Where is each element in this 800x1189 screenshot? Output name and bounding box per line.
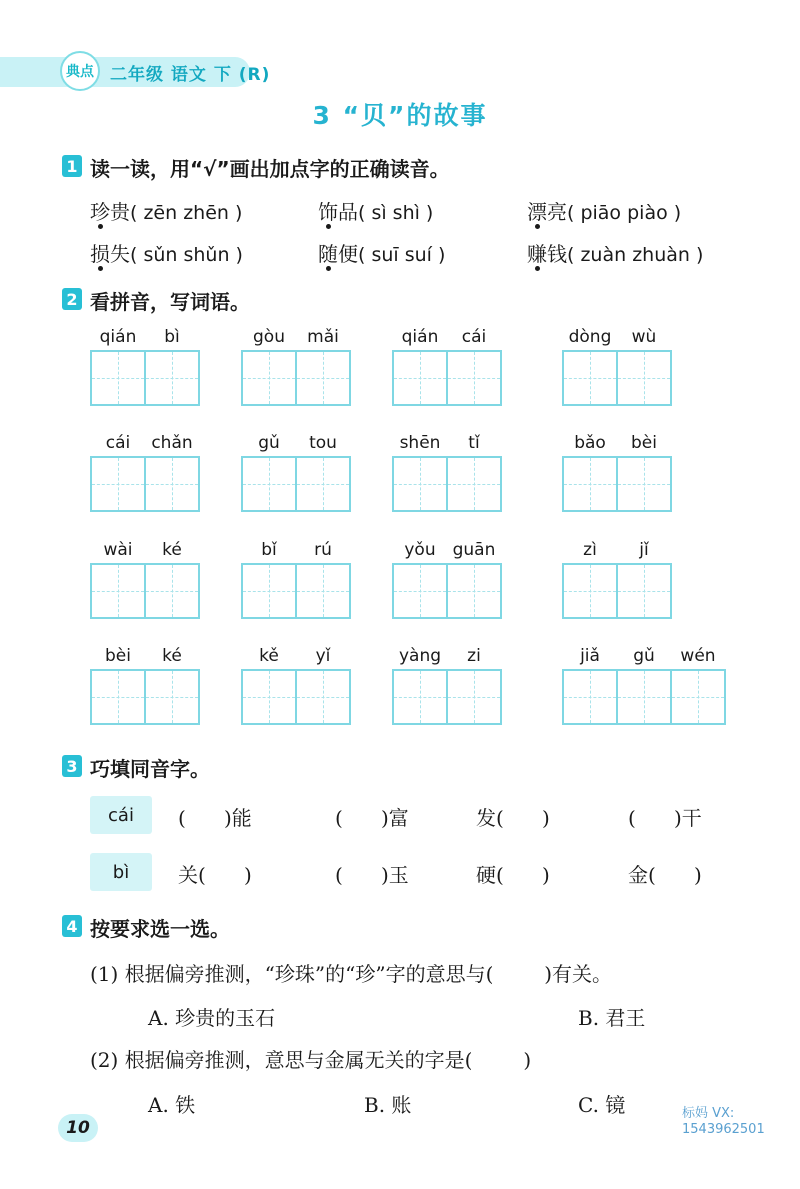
pinyin-label: yàng — [398, 646, 442, 666]
fill-blank[interactable]: 金( ) — [628, 863, 702, 887]
writing-cell[interactable] — [90, 456, 146, 512]
pinyin-key: cái — [90, 796, 152, 834]
reading-item — [527, 196, 681, 225]
pinyin-label: shēn — [399, 433, 441, 453]
word: 随便 — [318, 242, 358, 266]
reading-item — [527, 238, 703, 267]
pinyin-label: wài — [103, 540, 133, 560]
emphasis-dot — [98, 224, 103, 229]
pinyin-label: bèi — [105, 646, 131, 666]
book-title: 二年级 语文 下 (R) — [110, 65, 271, 85]
watermark-line-2: 1543962501 — [682, 1122, 765, 1137]
question-4-sub2-option-c[interactable]: C. 镜 — [578, 1093, 626, 1117]
pinyin-label: qián — [99, 327, 137, 347]
writing-cell[interactable] — [90, 350, 146, 406]
pinyin-choices[interactable]: ( piāo piào ) — [567, 202, 682, 224]
pinyin-label: bèi — [631, 433, 657, 453]
pinyin-label: cái — [461, 327, 487, 347]
tian-grid — [241, 563, 349, 619]
writing-cell[interactable] — [241, 563, 297, 619]
writing-cell[interactable] — [616, 456, 672, 512]
writing-cell[interactable] — [392, 669, 448, 725]
pinyin-label: jǐ — [639, 540, 649, 560]
fill-blank[interactable]: ( )能 — [178, 806, 252, 830]
pinyin-label: bǐ — [261, 540, 277, 560]
tian-grid — [241, 669, 349, 725]
fill-blank[interactable]: ( )干 — [628, 806, 702, 830]
tian-grid — [392, 563, 500, 619]
emphasis-dot — [535, 266, 540, 271]
writing-cell[interactable] — [241, 669, 297, 725]
fill-blank[interactable]: ( )玉 — [335, 863, 409, 887]
fill-blank[interactable]: ( )富 — [335, 806, 409, 830]
writing-cell[interactable] — [616, 350, 672, 406]
tian-grid — [392, 456, 500, 512]
pinyin-label: bǎo — [574, 433, 606, 453]
question-3-instruction: 巧填同音字。 — [90, 757, 210, 781]
pinyin-label: ké — [162, 540, 182, 560]
writing-cell[interactable] — [90, 669, 146, 725]
pinyin-label: gǔ — [258, 433, 280, 453]
reading-item — [90, 238, 243, 267]
writing-cell[interactable] — [144, 563, 200, 619]
writing-cell[interactable] — [446, 669, 502, 725]
emphasis-dot — [98, 266, 103, 271]
tian-grid — [241, 350, 349, 406]
word: 损失 — [90, 242, 130, 266]
pinyin-choices[interactable]: ( sǔn shǔn ) — [130, 244, 243, 266]
question-4-instruction: 按要求选一选。 — [90, 917, 230, 941]
question-1-instruction: 读一读，用“√”画出加点字的正确读音。 — [90, 157, 450, 181]
pinyin-choices[interactable]: ( zuàn zhuàn ) — [567, 244, 704, 266]
pinyin-label: zì — [583, 540, 597, 560]
pinyin-choices[interactable]: ( suī suí ) — [358, 244, 446, 266]
writing-cell[interactable] — [446, 563, 502, 619]
question-3-number: 3 — [62, 755, 82, 777]
writing-cell[interactable] — [144, 350, 200, 406]
writing-cell[interactable] — [295, 563, 351, 619]
writing-cell[interactable] — [446, 350, 502, 406]
series-logo: 典点 — [60, 51, 100, 91]
tian-grid — [241, 456, 349, 512]
pinyin-label: jiǎ — [580, 646, 600, 666]
watermark — [682, 1106, 765, 1138]
pinyin-label: yǐ — [315, 646, 331, 666]
pinyin-label: ké — [162, 646, 182, 666]
tian-grid — [90, 563, 198, 619]
emphasis-dot — [535, 224, 540, 229]
writing-cell[interactable] — [562, 563, 618, 619]
writing-cell[interactable] — [392, 456, 448, 512]
question-2-number: 2 — [62, 288, 82, 310]
tian-grid — [90, 456, 198, 512]
question-1-number: 1 — [62, 155, 82, 177]
word: 赚钱 — [527, 242, 567, 266]
reading-item — [318, 196, 433, 225]
writing-cell[interactable] — [446, 456, 502, 512]
pinyin-label: mǎi — [307, 327, 339, 347]
fill-blank[interactable]: 关( ) — [178, 863, 252, 887]
reading-item — [90, 196, 242, 225]
pinyin-choices[interactable]: ( sì shì ) — [358, 202, 434, 224]
writing-cell[interactable] — [670, 669, 726, 725]
writing-cell[interactable] — [562, 456, 618, 512]
fill-blank[interactable]: 发( ) — [476, 806, 550, 830]
writing-cell[interactable] — [144, 456, 200, 512]
tian-grid — [90, 669, 198, 725]
tian-grid — [562, 669, 724, 725]
question-4-sub1-option-a[interactable]: A. 珍贵的玉石 — [148, 1006, 276, 1030]
pinyin-label: chǎn — [151, 433, 193, 453]
writing-cell[interactable] — [241, 456, 297, 512]
word: 饰品 — [318, 200, 358, 224]
pinyin-label: tǐ — [468, 433, 480, 453]
emphasis-dot — [326, 224, 331, 229]
pinyin-label: kě — [259, 646, 279, 666]
pinyin-label: dòng — [568, 327, 612, 347]
pinyin-key: bì — [90, 853, 152, 891]
writing-cell[interactable] — [295, 456, 351, 512]
pinyin-label: bì — [164, 327, 180, 347]
question-4-sub2-option-b[interactable]: B. 账 — [364, 1093, 412, 1117]
writing-cell[interactable] — [616, 563, 672, 619]
writing-cell[interactable] — [392, 563, 448, 619]
question-2-instruction: 看拼音，写词语。 — [90, 290, 250, 314]
emphasis-dot — [326, 266, 331, 271]
writing-cell[interactable] — [392, 350, 448, 406]
watermark-line-1: 标妈 VX: — [682, 1106, 735, 1121]
writing-cell[interactable] — [616, 669, 672, 725]
tian-grid — [392, 669, 500, 725]
writing-cell[interactable] — [241, 350, 297, 406]
lesson-title: 3 “贝”的故事 — [312, 101, 488, 130]
writing-cell[interactable] — [144, 669, 200, 725]
page-number: 10 — [58, 1114, 98, 1142]
pinyin-label: qián — [401, 327, 439, 347]
writing-cell[interactable] — [90, 563, 146, 619]
tian-grid — [562, 350, 670, 406]
pinyin-label: wù — [631, 327, 657, 347]
question-4-sub2: (2) 根据偏旁推测，意思与金属无关的字是( ) — [90, 1048, 532, 1072]
fill-blank[interactable]: 硬( ) — [476, 863, 550, 887]
reading-item — [318, 238, 445, 267]
word: 珍贵 — [90, 200, 130, 224]
pinyin-label: wén — [680, 646, 716, 666]
pinyin-label: yǒu — [404, 540, 436, 560]
question-4-number: 4 — [62, 915, 82, 937]
tian-grid — [562, 563, 670, 619]
writing-cell[interactable] — [562, 669, 618, 725]
pinyin-choices[interactable]: ( zēn zhēn ) — [130, 202, 243, 224]
question-4-sub1-option-b[interactable]: B. 君王 — [578, 1006, 646, 1030]
question-4-sub2-option-a[interactable]: A. 铁 — [148, 1093, 196, 1117]
pinyin-label: gǔ — [633, 646, 655, 666]
tian-grid — [392, 350, 500, 406]
writing-cell[interactable] — [295, 669, 351, 725]
writing-cell[interactable] — [562, 350, 618, 406]
tian-grid — [90, 350, 198, 406]
pinyin-label: cái — [105, 433, 131, 453]
pinyin-label: gòu — [253, 327, 285, 347]
pinyin-label: tou — [309, 433, 337, 453]
pinyin-label: guān — [452, 540, 496, 560]
writing-cell[interactable] — [295, 350, 351, 406]
pinyin-label: zi — [467, 646, 481, 666]
question-4-sub1: (1) 根据偏旁推测，“珍珠”的“珍”字的意思与( )有关。 — [90, 962, 613, 986]
tian-grid — [562, 456, 670, 512]
pinyin-label: rú — [314, 540, 332, 560]
word: 漂亮 — [527, 200, 567, 224]
